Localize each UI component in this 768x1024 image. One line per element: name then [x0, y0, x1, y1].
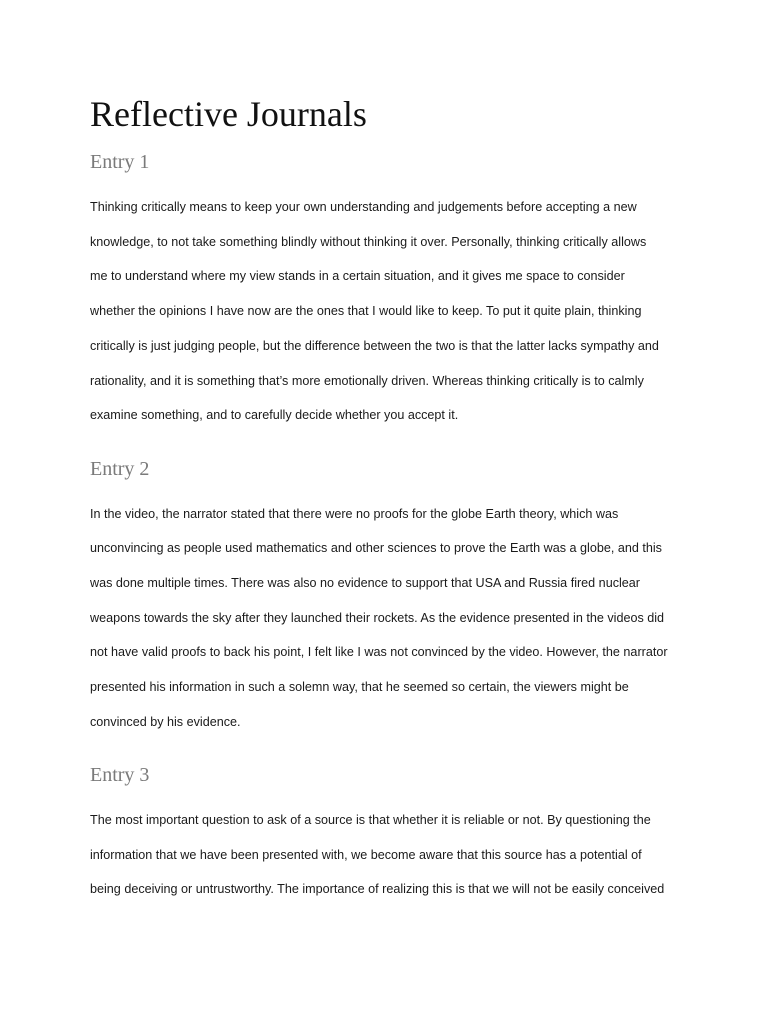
entry-2-line: was done multiple times. There was also no evidence to support that USA and Russia fired nuclear [90, 576, 640, 590]
entry-1-line: rationality, and it is something that’s more emotionally driven. Whereas thinking critically is to calmly [90, 374, 644, 388]
entry-2-line: convinced by his evidence. [90, 715, 241, 729]
entry-1-line: examine something, and to carefully decide whether you accept it. [90, 408, 459, 422]
entry-3-heading: Entry 3 [90, 764, 150, 786]
entry-1-line: critically is just judging people, but the difference between the two is that the latter lacks sympathy and [90, 339, 659, 353]
entry-2-heading: Entry 2 [90, 458, 150, 480]
entry-2-line: weapons towards the sky after they launched their rockets. As the evidence presented in the videos did [90, 611, 665, 625]
entry-3-line: The most important question to ask of a source is that whether it is reliable or not. By questioning the [90, 813, 651, 827]
entry-2-line: presented his information in such a solemn way, that he seemed so certain, the viewers might be [90, 680, 629, 694]
entry-2-line: In the video, the narrator stated that there were no proofs for the globe Earth theory, which was [90, 507, 619, 521]
entry-2-line: not have valid proofs to back his point, I felt like I was not convinced by the video. However, the narrator [90, 645, 668, 659]
entry-1-line: me to understand where my view stands in a certain situation, and it gives me space to consider [90, 269, 625, 283]
entry-1-line: Thinking critically means to keep your own understanding and judgements before accepting a new [90, 200, 637, 214]
entry-3-line: being deceiving or untrustworthy. The importance of realizing this is that we will not be easily conceived [90, 882, 665, 896]
entry-1-line: whether the opinions I have now are the ones that I would like to keep. To put it quite plain, thinking [90, 304, 642, 318]
entry-1-heading: Entry 1 [90, 151, 150, 173]
entry-1-line: knowledge, to not take something blindly without thinking it over. Personally, thinking critically allows [90, 235, 647, 249]
entry-2-line: unconvincing as people used mathematics and other sciences to prove the Earth was a globe, and this [90, 541, 662, 555]
document-title: Reflective Journals [90, 94, 367, 134]
entry-3-line: information that we have been presented with, we become aware that this source has a potential of [90, 848, 642, 862]
